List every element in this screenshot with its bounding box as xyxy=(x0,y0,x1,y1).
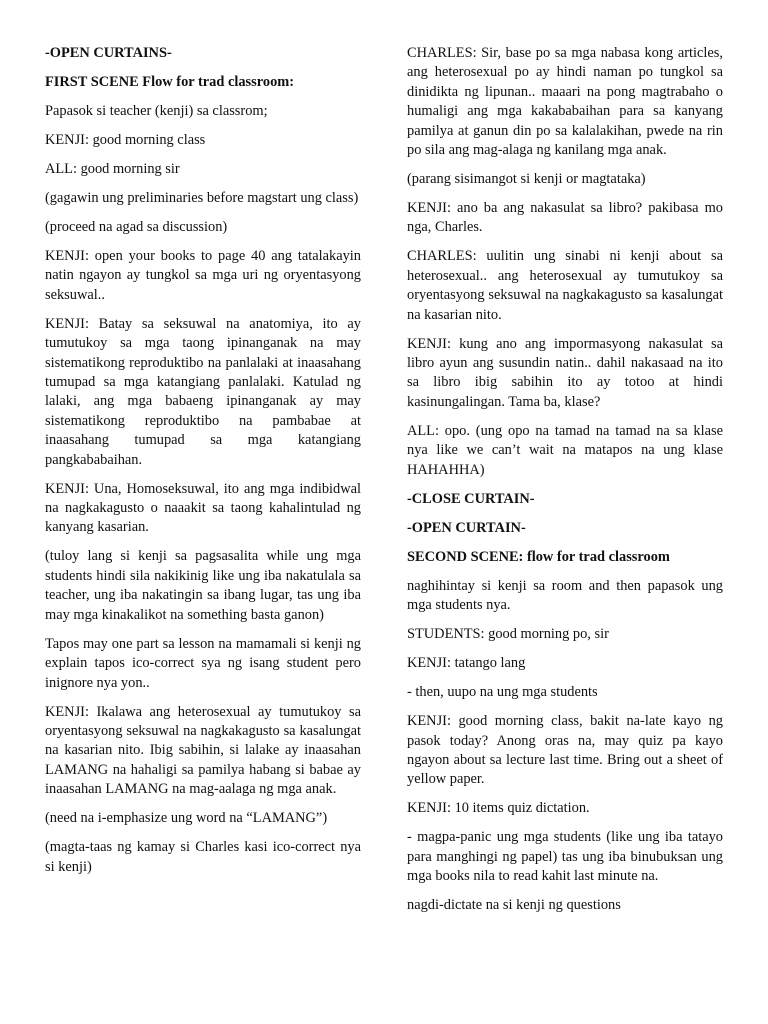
script-paragraph: (magta-taas ng kamay si Charles kasi ico-correct nya si kenji) xyxy=(45,839,361,875)
script-paragraph: naghihintay si kenji sa room and then papasok ung mga students nya. xyxy=(407,577,723,614)
script-paragraph: - then, uupo na ung mga students xyxy=(407,684,598,701)
scene-heading: FIRST SCENE Flow for trad classroom: xyxy=(45,74,295,90)
script-paragraph: KENJI: Batay sa seksuwal na anatomiya, ito ay tumutukoy sa mga taong ipinanganak na may sistematikong reproduktibo na panlalaki at inaasahang tumupad sa mga katangiang panlalaki. Katulad ng lalaki, ang mga babaeng ipinanganak ay may sistematikong reproduktibo na pambabae at inaasahang tumupad sa mga katangiang pangkababaihan. xyxy=(45,315,361,468)
script-paragraph: KENJI: 10 items quiz dictation. xyxy=(407,800,590,817)
script-paragraph: (proceed na agad sa discussion) xyxy=(45,219,228,235)
script-paragraph: Papasok si teacher (kenji) sa classrom; xyxy=(45,103,268,119)
script-paragraph: (tuloy lang si kenji sa pagsasalita while ung mga students hindi sila nakikinig like ung iba nakatulala sa teacher, ung iba nakatingin sa ibang lugar, tas ung iba may mga kinakalikot na something basta ganon) xyxy=(45,548,361,623)
script-paragraph: KENJI: kung ano ang impormasyong nakasulat sa libro ayun ang susundin natin.. dahil nakasaad na ito sa libro ibig sabihin ito ay totoo at hindi kasinungalingan. Tama ba, klase? xyxy=(407,335,723,410)
left-text-column xyxy=(45,44,361,887)
script-paragraph: ALL: good morning sir xyxy=(45,161,180,177)
script-paragraph: KENJI: Una, Homoseksuwal, ito ang mga indibidwal na nagkakagusto o naaakit sa taong kahalintulad ng kanyang kasarian. xyxy=(45,480,361,536)
script-paragraph: (need na i-emphasize ung word na “LAMANG”) xyxy=(45,810,328,827)
script-paragraph: STUDENTS: good morning po, sir xyxy=(407,626,609,643)
script-paragraph: Tapos may one part sa lesson na mamamali si kenji ng explain tapos ico-correct sya ng isang student pero inignore nya yon.. xyxy=(45,635,361,691)
right-text-column xyxy=(407,44,723,925)
scene-heading: -OPEN CURTAINS- xyxy=(45,45,172,61)
script-paragraph: (parang sisimangot si kenji or magtataka) xyxy=(407,171,646,188)
script-paragraph: KENJI: tatango lang xyxy=(407,655,526,672)
scene-heading: -CLOSE CURTAIN- xyxy=(407,490,535,507)
script-paragraph: (gagawin ung preliminaries before magstart ung class) xyxy=(45,190,359,206)
script-paragraph: KENJI: good morning class xyxy=(45,132,206,148)
scene-heading: -OPEN CURTAIN- xyxy=(407,519,526,536)
script-paragraph: nagdi-dictate na si kenji ng questions xyxy=(407,897,621,914)
script-paragraph: KENJI: ano ba ang nakasulat sa libro? pakibasa mo nga, Charles. xyxy=(407,200,723,236)
script-paragraph: KENJI: good morning class, bakit na-late kayo ng pasok today? Anong oras na, may quiz pa kayo ngayon about sa lecture last time. Bring out a sheet of yellow paper. xyxy=(407,713,723,788)
scene-heading: SECOND SCENE: flow for trad classroom xyxy=(407,548,670,565)
script-paragraph: - magpa-panic ung mga students (like ung iba tatayo para manghingi ng papel) tas ung iba binubuksan ung mga books nila to read kahit last minute na. xyxy=(407,829,723,885)
script-paragraph: CHARLES: Sir, base po sa mga nabasa kong articles, ang heterosexual po ay hindi naman po tungkol sa dinidikta ng lipunan.. maaari na pong magtrabaho o humaligi ang mga kakababaihan para sa kanyang pamilya at ganun din po sa kalalakihan, pwede na rin po sila ang mag-alaga ng kanilang mga anak. xyxy=(407,45,723,159)
script-paragraph: KENJI: open your books to page 40 ang tatalakayin natin ngayon ay tungkol sa mga uri ng oryentasyong seksuwal.. xyxy=(45,248,361,303)
script-paragraph: KENJI: Ikalawa ang heterosexual ay tumutukoy sa oryentasyong seksuwal na nagkakagusto sa kasalungat na kasarian nito. Ibig sabihin, si lalake ay inaasahan LAMANG na hahaligi sa pamilya habang si babae ay inaasahan LAMANG na mag-aalaga ng mga anak. xyxy=(45,703,361,798)
script-paragraph: ALL: opo. (ung opo na tamad na tamad na sa klase nya like we can’t wait na matapos na ung klase HAHAHHA) xyxy=(407,422,723,478)
script-paragraph: CHARLES: uulitin ung sinabi ni kenji about sa heterosexual.. ang heterosexual ay tumutukoy sa oryentasyong seksuwal na nagkakagusto sa kasalungat na kasarian nito. xyxy=(407,248,723,323)
